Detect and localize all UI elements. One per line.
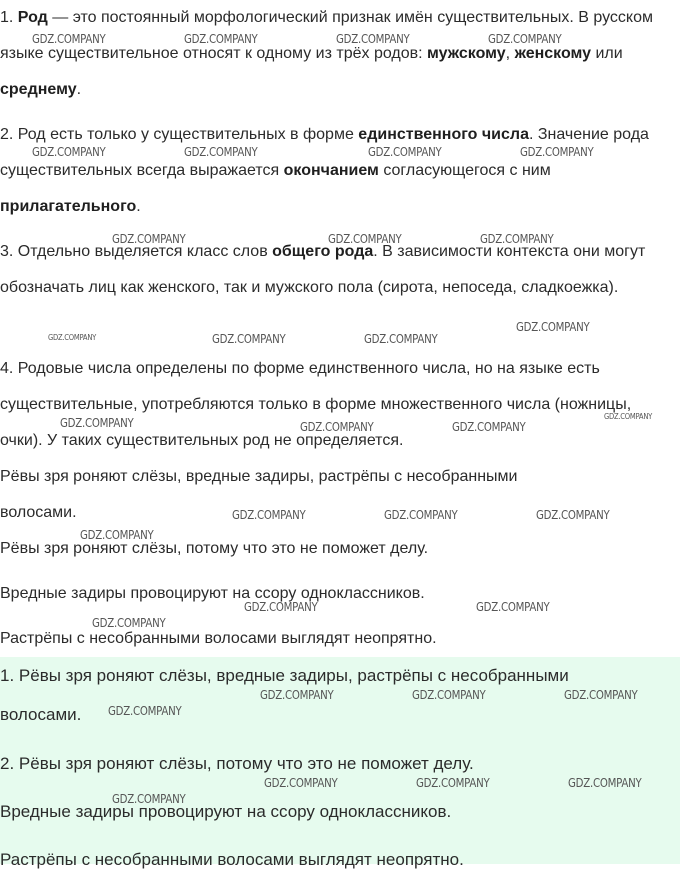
bold-term: среднему — [0, 81, 77, 98]
bold-term: мужскому — [427, 45, 506, 62]
rule-number: 3. — [0, 243, 14, 260]
watermark: GDZ.COMPANY — [516, 320, 590, 334]
bold-term: общего рода — [272, 243, 374, 260]
watermark: GDZ.COMPANY — [32, 145, 106, 159]
watermark: GDZ.COMPANY — [328, 232, 402, 246]
watermark: GDZ.COMPANY — [32, 32, 106, 46]
watermark: GDZ.COMPANY — [92, 616, 166, 630]
watermark: GDZ.COMPANY — [520, 145, 594, 159]
rule-text: — это постоянный морфологический признак имён существительных. В русском языке существительное относят к одному из трёх родов: — [0, 9, 653, 62]
rule-text: Родовые числа определены по форме единственного числа, но на языке есть существительные, употребляются только в форме множественного числа (ножницы, очки). У таких существительных род не определяется. — [0, 360, 632, 449]
exercise-line-1: Рёвы зря роняют слёзы, вредные задиры, растрёпы с несобранными — [0, 468, 518, 485]
exercise-sentence-3: Растрёпы с несобранными волосами выглядят неопрятно. — [0, 630, 437, 647]
rule-number: 4. — [0, 360, 14, 377]
rule-1 — [0, 0, 680, 108]
watermark: GDZ.COMPANY — [112, 232, 186, 246]
answer-line-2: 2. Рёвы зря роняют слёзы, потому что это не поможет делу. — [0, 754, 474, 773]
rule-text: . — [136, 198, 141, 215]
answer-line-3: Вредные задиры провоцируют на ссору одноклассников. — [0, 802, 452, 821]
watermark: GDZ.COMPANY — [564, 688, 638, 702]
watermark: GDZ.COMPANY — [184, 145, 258, 159]
rule-4 — [0, 351, 680, 459]
watermark: GDZ.COMPANY — [536, 508, 610, 522]
answer-line-4: Растрёпы с несобранными волосами выглядят неопрятно. — [0, 850, 464, 869]
watermark: GDZ.COMPANY — [384, 508, 458, 522]
watermark: GDZ.COMPANY — [336, 32, 410, 46]
watermark: GDZ.COMPANY — [80, 528, 154, 542]
watermark: GDZ.COMPANY — [232, 508, 306, 522]
bold-term: Род — [17, 9, 48, 26]
watermark: GDZ.COMPANY — [364, 332, 438, 346]
watermark: GDZ.COMPANY — [112, 792, 186, 806]
watermark: GDZ.COMPANY — [416, 776, 490, 790]
rule-text: Род есть только у существительных в форме — [13, 126, 359, 143]
rule-number: 1. — [0, 9, 14, 26]
watermark: GDZ.COMPANY — [368, 145, 442, 159]
exercise-sentence-1: Рёвы зря роняют слёзы, потому что это не поможет делу. — [0, 540, 429, 557]
watermark: GDZ.COMPANY — [488, 32, 562, 46]
rule-text: . Значение рода существительных всегда выражается — [0, 126, 649, 179]
watermark: GDZ.COMPANY — [452, 420, 526, 434]
watermark: GDZ.COMPANY — [48, 333, 97, 342]
watermark: GDZ.COMPANY — [244, 600, 318, 614]
watermark: GDZ.COMPANY — [108, 704, 182, 718]
rule-number: 2. — [0, 126, 14, 143]
rule-text: , — [505, 45, 515, 62]
answer-line-1-cont: волосами. — [0, 705, 82, 724]
rule-text: согласующегося с ним — [378, 162, 551, 179]
answer-line-1: 1. Рёвы зря роняют слёзы, вредные задиры, растрёпы с несобранными — [0, 666, 569, 685]
bold-term: окончанием — [283, 162, 379, 179]
watermark: GDZ.COMPANY — [604, 412, 653, 421]
watermark: GDZ.COMPANY — [476, 600, 550, 614]
rule-text: Отдельно выделяется класс слов — [13, 243, 273, 260]
bold-term: прилагательного — [0, 198, 137, 215]
rule-2 — [0, 117, 680, 225]
bold-term: женскому — [514, 45, 592, 62]
rule-text: или — [591, 45, 623, 62]
exercise-line-2: волосами. — [0, 504, 77, 521]
watermark: GDZ.COMPANY — [568, 776, 642, 790]
bold-term: единственного числа — [358, 126, 529, 143]
watermark: GDZ.COMPANY — [260, 688, 334, 702]
rule-text: . — [76, 81, 82, 98]
watermark: GDZ.COMPANY — [300, 420, 374, 434]
rule-text: . В зависимости контекста они могут обозначать лиц как женского, так и мужского пола (сирота, непоседа, сладкоежка). — [0, 243, 646, 296]
watermark: GDZ.COMPANY — [264, 776, 338, 790]
watermark: GDZ.COMPANY — [480, 232, 554, 246]
watermark: GDZ.COMPANY — [60, 416, 134, 430]
watermark: GDZ.COMPANY — [184, 32, 258, 46]
watermark: GDZ.COMPANY — [212, 332, 286, 346]
exercise-sentence-2: Вредные задиры провоцируют на ссору одноклассников. — [0, 585, 425, 602]
watermark: GDZ.COMPANY — [412, 688, 486, 702]
